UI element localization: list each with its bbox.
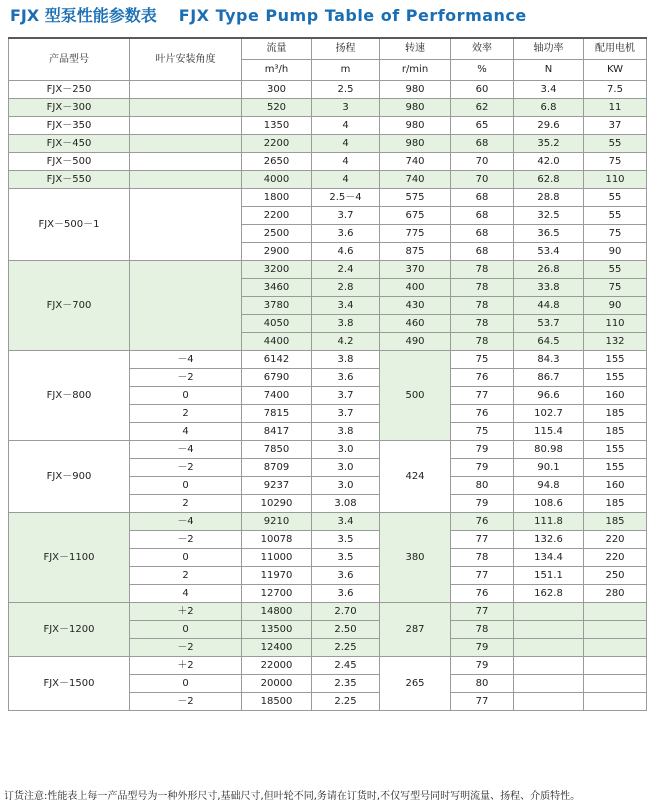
cell-model: FJX－1200 <box>9 603 130 657</box>
cell-flow: 20000 <box>242 675 312 693</box>
cell-head: 3.8 <box>312 315 380 333</box>
cell-eff: 76 <box>451 585 514 603</box>
cell-angle: －2 <box>130 639 242 657</box>
cell-flow: 3780 <box>242 297 312 315</box>
cell-speed: 775 <box>380 225 451 243</box>
cell-angle: －2 <box>130 693 242 711</box>
cell-head: 4 <box>312 171 380 189</box>
cell-head: 2.4 <box>312 261 380 279</box>
cell-shaft: 6.8 <box>514 99 584 117</box>
cell-motor: 11 <box>584 99 647 117</box>
cell-angle: －4 <box>130 513 242 531</box>
cell-eff: 60 <box>451 81 514 99</box>
cell-eff: 75 <box>451 351 514 369</box>
table-row <box>9 351 647 369</box>
cell-model: FJX－250 <box>9 81 130 99</box>
cell-model: FJX－500 <box>9 153 130 171</box>
cell-motor: 55 <box>584 207 647 225</box>
header-head-unit: m <box>312 60 380 81</box>
cell-motor: 55 <box>584 261 647 279</box>
cell-head: 3.8 <box>312 351 380 369</box>
header-eff-unit: % <box>451 60 514 81</box>
cell-angle <box>130 135 242 153</box>
cell-eff: 76 <box>451 405 514 423</box>
cell-speed: 424 <box>380 441 451 513</box>
cell-speed: 460 <box>380 315 451 333</box>
cell-head: 2.5 <box>312 81 380 99</box>
cell-motor: 185 <box>584 423 647 441</box>
cell-speed: 490 <box>380 333 451 351</box>
cell-shaft: 90.1 <box>514 459 584 477</box>
cell-angle: －4 <box>130 351 242 369</box>
cell-motor: 55 <box>584 189 647 207</box>
cell-head: 3.0 <box>312 441 380 459</box>
cell-eff: 78 <box>451 333 514 351</box>
cell-motor: 7.5 <box>584 81 647 99</box>
performance-table <box>8 37 647 711</box>
cell-shaft: 108.6 <box>514 495 584 513</box>
header-motor-unit: KW <box>584 60 647 81</box>
cell-shaft: 64.5 <box>514 333 584 351</box>
cell-eff: 68 <box>451 243 514 261</box>
cell-flow: 9237 <box>242 477 312 495</box>
cell-motor <box>584 621 647 639</box>
cell-head: 2.25 <box>312 639 380 657</box>
cell-angle: －4 <box>130 441 242 459</box>
cell-flow: 7850 <box>242 441 312 459</box>
cell-model: FJX－1500 <box>9 657 130 711</box>
cell-motor: 220 <box>584 549 647 567</box>
cell-eff: 79 <box>451 495 514 513</box>
cell-shaft <box>514 621 584 639</box>
cell-model: FJX－350 <box>9 117 130 135</box>
cell-angle <box>130 117 242 135</box>
cell-head: 2.35 <box>312 675 380 693</box>
cell-angle: 4 <box>130 423 242 441</box>
cell-eff: 77 <box>451 531 514 549</box>
cell-angle: ＋2 <box>130 657 242 675</box>
cell-motor: 155 <box>584 441 647 459</box>
cell-eff: 68 <box>451 207 514 225</box>
cell-angle: 2 <box>130 567 242 585</box>
cell-shaft: 151.1 <box>514 567 584 585</box>
cell-flow: 2200 <box>242 135 312 153</box>
cell-model: FJX－700 <box>9 261 130 351</box>
cell-eff: 77 <box>451 693 514 711</box>
cell-eff: 75 <box>451 423 514 441</box>
cell-flow: 4050 <box>242 315 312 333</box>
cell-motor: 185 <box>584 513 647 531</box>
cell-flow: 9210 <box>242 513 312 531</box>
cell-speed: 370 <box>380 261 451 279</box>
header-speed-unit: r/min <box>380 60 451 81</box>
title-cn: FJX 型泵性能参数表 <box>10 6 157 25</box>
cell-shaft <box>514 657 584 675</box>
cell-flow: 520 <box>242 99 312 117</box>
cell-speed: 980 <box>380 135 451 153</box>
cell-angle: 0 <box>130 675 242 693</box>
header-shaft-unit: N <box>514 60 584 81</box>
cell-motor: 185 <box>584 495 647 513</box>
cell-speed: 740 <box>380 171 451 189</box>
cell-eff: 79 <box>451 657 514 675</box>
cell-shaft: 28.8 <box>514 189 584 207</box>
cell-model: FJX－500－1 <box>9 189 130 261</box>
cell-head: 3.4 <box>312 513 380 531</box>
cell-head: 4 <box>312 135 380 153</box>
cell-motor <box>584 603 647 621</box>
cell-head: 3.8 <box>312 423 380 441</box>
cell-speed: 675 <box>380 207 451 225</box>
cell-eff: 70 <box>451 171 514 189</box>
cell-shaft <box>514 675 584 693</box>
cell-speed: 265 <box>380 657 451 711</box>
cell-model: FJX－450 <box>9 135 130 153</box>
cell-head: 3.4 <box>312 297 380 315</box>
cell-speed: 980 <box>380 117 451 135</box>
table-row <box>9 171 647 189</box>
cell-speed: 980 <box>380 99 451 117</box>
cell-flow: 2200 <box>242 207 312 225</box>
cell-shaft: 132.6 <box>514 531 584 549</box>
cell-shaft: 84.3 <box>514 351 584 369</box>
cell-motor: 155 <box>584 369 647 387</box>
cell-eff: 79 <box>451 459 514 477</box>
cell-motor <box>584 693 647 711</box>
cell-eff: 80 <box>451 477 514 495</box>
cell-motor: 132 <box>584 333 647 351</box>
cell-shaft: 53.7 <box>514 315 584 333</box>
cell-flow: 8417 <box>242 423 312 441</box>
cell-flow: 7815 <box>242 405 312 423</box>
cell-angle: 2 <box>130 405 242 423</box>
cell-model: FJX－900 <box>9 441 130 513</box>
cell-speed: 380 <box>380 513 451 603</box>
cell-head: 3.6 <box>312 567 380 585</box>
cell-eff: 76 <box>451 513 514 531</box>
cell-flow: 300 <box>242 81 312 99</box>
cell-motor: 160 <box>584 387 647 405</box>
header-eff: 效率 <box>451 38 514 60</box>
cell-eff: 78 <box>451 261 514 279</box>
cell-shaft: 32.5 <box>514 207 584 225</box>
cell-flow: 13500 <box>242 621 312 639</box>
cell-head: 3.6 <box>312 585 380 603</box>
cell-eff: 77 <box>451 603 514 621</box>
cell-flow: 3460 <box>242 279 312 297</box>
cell-shaft: 29.6 <box>514 117 584 135</box>
cell-flow: 1350 <box>242 117 312 135</box>
cell-head: 3.7 <box>312 207 380 225</box>
header-model: 产品型号 <box>9 38 130 81</box>
cell-motor: 160 <box>584 477 647 495</box>
cell-head: 4.6 <box>312 243 380 261</box>
cell-angle <box>130 99 242 117</box>
cell-angle <box>130 189 242 261</box>
cell-eff: 78 <box>451 549 514 567</box>
cell-flow: 2900 <box>242 243 312 261</box>
cell-motor: 110 <box>584 171 647 189</box>
cell-flow: 12400 <box>242 639 312 657</box>
cell-flow: 18500 <box>242 693 312 711</box>
cell-angle: 2 <box>130 495 242 513</box>
cell-head: 3.5 <box>312 531 380 549</box>
cell-head: 2.50 <box>312 621 380 639</box>
header-angle: 叶片安装角度 <box>130 38 242 81</box>
cell-eff: 68 <box>451 189 514 207</box>
cell-flow: 4000 <box>242 171 312 189</box>
cell-shaft: 33.8 <box>514 279 584 297</box>
cell-flow: 6790 <box>242 369 312 387</box>
cell-head: 2.8 <box>312 279 380 297</box>
cell-angle: 0 <box>130 549 242 567</box>
cell-flow: 10078 <box>242 531 312 549</box>
cell-shaft: 62.8 <box>514 171 584 189</box>
cell-angle: 0 <box>130 621 242 639</box>
cell-shaft: 42.0 <box>514 153 584 171</box>
cell-eff: 77 <box>451 567 514 585</box>
cell-head: 3.0 <box>312 477 380 495</box>
cell-head: 3 <box>312 99 380 117</box>
cell-shaft: 26.8 <box>514 261 584 279</box>
cell-angle: 0 <box>130 477 242 495</box>
cell-shaft: 96.6 <box>514 387 584 405</box>
cell-angle: 4 <box>130 585 242 603</box>
cell-speed: 500 <box>380 351 451 441</box>
cell-angle: －2 <box>130 531 242 549</box>
cell-shaft: 80.98 <box>514 441 584 459</box>
cell-head: 3.6 <box>312 225 380 243</box>
cell-flow: 6142 <box>242 351 312 369</box>
cell-flow: 10290 <box>242 495 312 513</box>
cell-shaft: 35.2 <box>514 135 584 153</box>
cell-flow: 2500 <box>242 225 312 243</box>
table-row <box>9 99 647 117</box>
cell-flow: 14800 <box>242 603 312 621</box>
table-row <box>9 135 647 153</box>
cell-eff: 68 <box>451 135 514 153</box>
header-shaft: 轴功率 <box>514 38 584 60</box>
order-note: 订货注意:性能表上每一产品型号为一种外形尺寸,基础尺寸,但叶轮不同,务请在订货时,不仅写型号同时写明流量、扬程、介质特性。 <box>4 791 581 802</box>
cell-angle: －2 <box>130 459 242 477</box>
cell-eff: 68 <box>451 225 514 243</box>
cell-motor: 155 <box>584 351 647 369</box>
cell-shaft: 44.8 <box>514 297 584 315</box>
cell-motor: 90 <box>584 297 647 315</box>
cell-shaft: 94.8 <box>514 477 584 495</box>
cell-speed: 430 <box>380 297 451 315</box>
cell-head: 4.2 <box>312 333 380 351</box>
cell-shaft <box>514 639 584 657</box>
cell-head: 2.5－4 <box>312 189 380 207</box>
cell-flow: 2650 <box>242 153 312 171</box>
cell-head: 2.25 <box>312 693 380 711</box>
header-flow-unit: m³/h <box>242 60 312 81</box>
cell-eff: 77 <box>451 387 514 405</box>
cell-head: 3.6 <box>312 369 380 387</box>
cell-shaft: 115.4 <box>514 423 584 441</box>
cell-flow: 4400 <box>242 333 312 351</box>
cell-shaft: 111.8 <box>514 513 584 531</box>
cell-eff: 78 <box>451 279 514 297</box>
table-row <box>9 603 647 621</box>
cell-angle <box>130 81 242 99</box>
cell-model: FJX－1100 <box>9 513 130 603</box>
cell-angle: ＋2 <box>130 603 242 621</box>
cell-head: 2.70 <box>312 603 380 621</box>
table-row <box>9 117 647 135</box>
table-row <box>9 261 647 279</box>
cell-eff: 65 <box>451 117 514 135</box>
cell-speed: 575 <box>380 189 451 207</box>
header-motor: 配用电机 <box>584 38 647 60</box>
cell-shaft: 36.5 <box>514 225 584 243</box>
header-head: 扬程 <box>312 38 380 60</box>
table-row <box>9 153 647 171</box>
cell-motor: 75 <box>584 153 647 171</box>
cell-eff: 76 <box>451 369 514 387</box>
cell-angle: －2 <box>130 369 242 387</box>
cell-head: 2.45 <box>312 657 380 675</box>
cell-eff: 78 <box>451 315 514 333</box>
cell-motor: 55 <box>584 135 647 153</box>
cell-angle: 0 <box>130 387 242 405</box>
cell-head: 4 <box>312 153 380 171</box>
cell-head: 3.7 <box>312 405 380 423</box>
cell-head: 3.08 <box>312 495 380 513</box>
title-en: FJX Type Pump Table of Performance <box>178 6 527 25</box>
table-row <box>9 657 647 675</box>
cell-speed: 740 <box>380 153 451 171</box>
header-flow: 流量 <box>242 38 312 60</box>
cell-angle <box>130 153 242 171</box>
cell-motor: 75 <box>584 279 647 297</box>
cell-motor: 185 <box>584 405 647 423</box>
cell-speed: 875 <box>380 243 451 261</box>
cell-eff: 62 <box>451 99 514 117</box>
cell-flow: 3200 <box>242 261 312 279</box>
cell-flow: 7400 <box>242 387 312 405</box>
cell-eff: 79 <box>451 639 514 657</box>
cell-flow: 11970 <box>242 567 312 585</box>
cell-shaft <box>514 693 584 711</box>
cell-head: 3.0 <box>312 459 380 477</box>
cell-flow: 22000 <box>242 657 312 675</box>
cell-eff: 70 <box>451 153 514 171</box>
cell-motor: 250 <box>584 567 647 585</box>
table-row <box>9 189 647 207</box>
cell-angle <box>130 171 242 189</box>
header-speed: 转速 <box>380 38 451 60</box>
cell-motor <box>584 657 647 675</box>
cell-flow: 1800 <box>242 189 312 207</box>
cell-head: 3.5 <box>312 549 380 567</box>
cell-shaft: 86.7 <box>514 369 584 387</box>
cell-model: FJX－550 <box>9 171 130 189</box>
cell-shaft: 102.7 <box>514 405 584 423</box>
cell-flow: 8709 <box>242 459 312 477</box>
cell-head: 4 <box>312 117 380 135</box>
cell-shaft: 53.4 <box>514 243 584 261</box>
cell-speed: 287 <box>380 603 451 657</box>
cell-model: FJX－300 <box>9 99 130 117</box>
table-body <box>9 81 647 711</box>
cell-flow: 12700 <box>242 585 312 603</box>
cell-shaft: 162.8 <box>514 585 584 603</box>
cell-head: 3.7 <box>312 387 380 405</box>
cell-eff: 79 <box>451 441 514 459</box>
cell-motor: 75 <box>584 225 647 243</box>
cell-motor: 37 <box>584 117 647 135</box>
cell-motor: 220 <box>584 531 647 549</box>
cell-eff: 78 <box>451 621 514 639</box>
cell-eff: 80 <box>451 675 514 693</box>
cell-motor: 110 <box>584 315 647 333</box>
header-row <box>9 38 647 60</box>
cell-model: FJX－800 <box>9 351 130 441</box>
cell-angle <box>130 261 242 351</box>
cell-shaft <box>514 603 584 621</box>
cell-speed: 400 <box>380 279 451 297</box>
cell-motor <box>584 639 647 657</box>
cell-shaft: 3.4 <box>514 81 584 99</box>
table-row <box>9 513 647 531</box>
table-row <box>9 441 647 459</box>
cell-motor: 90 <box>584 243 647 261</box>
cell-eff: 78 <box>451 297 514 315</box>
page-title <box>10 4 527 28</box>
table-row <box>9 81 647 99</box>
cell-motor: 280 <box>584 585 647 603</box>
cell-flow: 11000 <box>242 549 312 567</box>
cell-speed: 980 <box>380 81 451 99</box>
cell-motor <box>584 675 647 693</box>
cell-shaft: 134.4 <box>514 549 584 567</box>
cell-motor: 155 <box>584 459 647 477</box>
